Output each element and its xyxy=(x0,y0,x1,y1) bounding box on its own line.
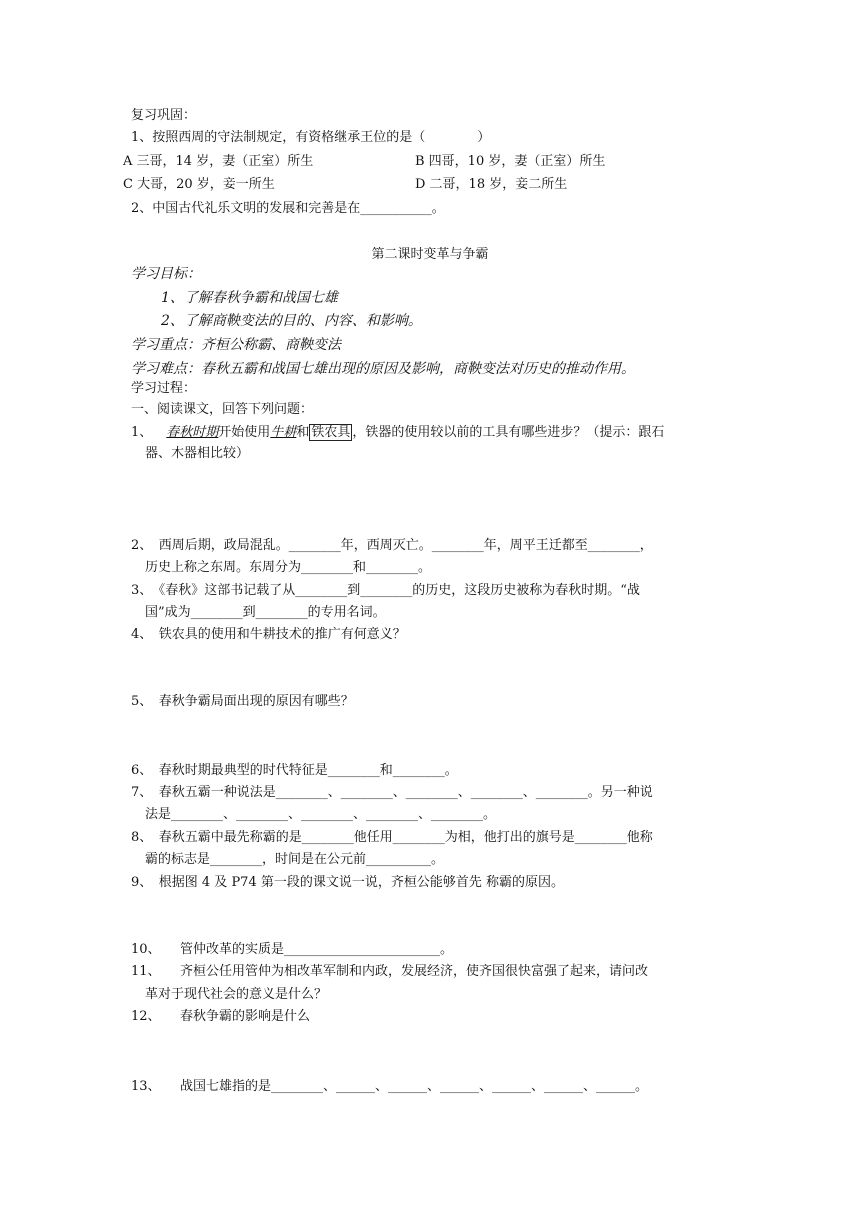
keyword-ox-plough: 牛耕 xyxy=(270,425,297,440)
question-13: 13、 战国七雄指的是________、______、______、______、______、______、______。 xyxy=(131,1079,649,1094)
question-5: 5、 春秋争霸局面出现的原因有哪些？ xyxy=(131,694,354,709)
section-1-heading: 一、阅读课文，回答下列问题： xyxy=(131,402,314,417)
option-c: C 大哥，20 岁，妾一所生 xyxy=(123,177,275,192)
option-b: B 四哥，10 岁，妻（正室）所生 xyxy=(415,154,606,169)
question-1-text-rest: ，铁器的使用较以前的工具有哪些进步？（提示：跟石 xyxy=(352,425,665,440)
lesson-title: 第二课时变革与争霸 xyxy=(371,247,489,262)
review-question-1: 1、按照西周的守法制规定，有资格继承王位的是（ ） xyxy=(131,130,491,145)
question-10: 10、 管仲改革的实质是________________________。 xyxy=(131,942,454,957)
question-11-line-2: 革对于现代社会的意义是什么？ xyxy=(145,987,328,1002)
question-11-line-1: 11、 齐桓公任用管仲为相改革军制和内政，发展经济，使齐国很快富强了起来，请问改 xyxy=(131,964,649,979)
review-question-2: 2、中国古代礼乐文明的发展和完善是在___________。 xyxy=(131,201,445,216)
question-1-line-1 xyxy=(131,424,664,442)
question-9: 9、 根据图 4 及 P74 第一段的课文说一说，齐桓公能够首先 称霸的原因。 xyxy=(131,875,564,890)
question-8-line-1: 8、 春秋五霸中最先称霸的是________他任用________为相，他打出的旗号是________他称 xyxy=(131,830,653,845)
question-1-text: 开始使用 xyxy=(218,425,271,440)
review-heading: 复习巩固： xyxy=(131,108,197,123)
question-7-line-1: 7、 春秋五霸一种说法是________、________、________、________、________。另一种说 xyxy=(131,785,653,800)
process-heading: 学习过程： xyxy=(131,381,197,396)
question-12: 12、 春秋争霸的影响是什么 xyxy=(131,1009,311,1024)
question-2-line-1: 2、 西周后期，政局混乱。________年，西周灭亡。________年，周平王迁都至________， xyxy=(131,538,653,553)
keyword-iron-tools-boxed: 铁农具 xyxy=(311,425,351,440)
question-1-number: 1、 xyxy=(131,425,153,440)
keyword-chunqiu-period: 春秋时期 xyxy=(166,425,219,440)
question-1-line-2: 器、木器相比较） xyxy=(145,446,250,461)
goal-2: 2、了解商鞅变法的目的、内容、和影响。 xyxy=(161,313,422,329)
goal-1: 1、了解春秋争霸和战国七雄 xyxy=(161,290,338,306)
goals-heading: 学习目标： xyxy=(131,266,201,282)
question-2-line-2: 历史上称之东周。东周分为________和________。 xyxy=(145,560,432,575)
difficulties: 学习难点：春秋五霸和战国七雄出现的原因及影响，商鞅变法对历史的推动作用。 xyxy=(131,361,635,377)
question-7-line-2: 法是________、________、________、________、________。 xyxy=(145,807,497,822)
option-a: A 三哥，14 岁，妻（正室）所生 xyxy=(123,154,314,169)
question-4: 4、 铁农具的使用和牛耕技术的推广有何意义？ xyxy=(131,627,406,642)
question-6: 6、 春秋时期最典型的时代特征是________和________。 xyxy=(131,763,458,778)
question-1-text-and: 和 xyxy=(296,425,310,440)
option-d: D 二哥，18 岁，妾二所生 xyxy=(415,177,568,192)
question-8-line-2: 霸的标志是________，时间是在公元前__________。 xyxy=(145,852,445,867)
question-3-line-1: 3、 《春秋》这部书记载了从________到________的历史，这段历史被称为春秋时期。“战 xyxy=(131,583,640,598)
key-points: 学习重点：齐桓公称霸、商鞅变法 xyxy=(131,337,341,353)
question-3-line-2: 国”成为________到________的专用名词。 xyxy=(145,605,386,620)
